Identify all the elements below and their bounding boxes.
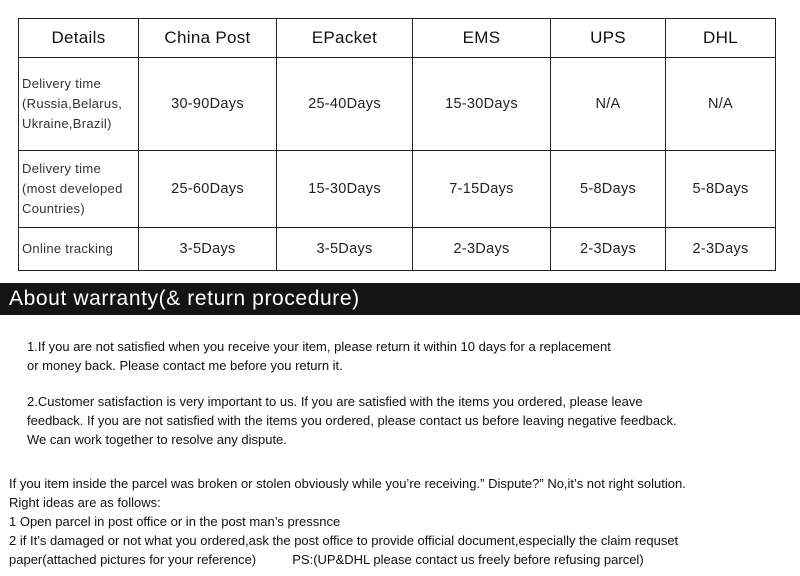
return-policy-paragraph (27, 337, 767, 375)
table-cell: 7-15Days (413, 151, 551, 228)
row-label (19, 228, 139, 271)
paragraph-line: We can work together to resolve any dispute. (27, 432, 287, 447)
table-row (19, 228, 776, 271)
warranty-banner: About warranty(& return procedure) (0, 283, 800, 315)
table-row (19, 151, 776, 228)
table-cell: 15-30Days (413, 58, 551, 151)
paragraph-line: 1 Open parcel in post office or in the post man’s pressnce (9, 514, 341, 529)
table-cell: 2-3Days (666, 228, 776, 271)
table-cell: 5-8Days (666, 151, 776, 228)
header-epacket: EPacket (277, 19, 413, 58)
paragraph-line: If you item inside the parcel was broken or stolen obviously while you’re receiving.” Dispute?” No,it’s not right solution. (9, 476, 686, 491)
paragraph-line: or money back. Please contact me before you return it. (27, 358, 343, 373)
table-cell: 30-90Days (139, 58, 277, 151)
table-cell: 2-3Days (413, 228, 551, 271)
paragraph-line: paper(attached pictures for your reference) PS:(UP&DHL please contact us freely before refusing parcel) (9, 552, 644, 567)
row-label-line: (most developed (22, 181, 123, 196)
paragraph-line: 2 if It’s damaged or not what you ordered,ask the post office to provide official document,especially the claim requset (9, 533, 679, 548)
paragraph-line: feedback. If you are not satisfied with the items you ordered, please contact us before leaving negative feedback. (27, 413, 677, 428)
header-china-post: China Post (139, 19, 277, 58)
header-dhl: DHL (666, 19, 776, 58)
paragraph-line: 2.Customer satisfaction is very important to us. If you are satisfied with the items you ordered, please leave (27, 394, 643, 409)
table-cell: 25-60Days (139, 151, 277, 228)
table-cell: 2-3Days (551, 228, 666, 271)
row-label-line: Countries) (22, 201, 85, 216)
header-ems: EMS (413, 19, 551, 58)
paragraph-line: Right ideas are as follows: (9, 495, 161, 510)
damaged-parcel-paragraph (9, 474, 797, 569)
table-cell: N/A (551, 58, 666, 151)
shipping-table (18, 18, 776, 271)
row-label-line: Delivery time (22, 161, 102, 176)
paragraph-line: 1.If you are not satisfied when you receive your item, please return it within 10 days for a replacement (27, 339, 611, 354)
row-label-line: Online tracking (22, 241, 114, 256)
table-cell: N/A (666, 58, 776, 151)
table-cell: 3-5Days (139, 228, 277, 271)
table-cell: 25-40Days (277, 58, 413, 151)
table-cell: 3-5Days (277, 228, 413, 271)
row-label-line: (Russia,Belarus, (22, 96, 123, 111)
feedback-paragraph (27, 392, 787, 449)
header-ups: UPS (551, 19, 666, 58)
table-header-row (19, 19, 776, 58)
table-row (19, 58, 776, 151)
row-label-line: Ukraine,Brazil) (22, 116, 112, 131)
row-label (19, 58, 139, 151)
header-details: Details (19, 19, 139, 58)
row-label (19, 151, 139, 228)
table-cell: 15-30Days (277, 151, 413, 228)
row-label-line: Delivery time (22, 76, 102, 91)
table-cell: 5-8Days (551, 151, 666, 228)
